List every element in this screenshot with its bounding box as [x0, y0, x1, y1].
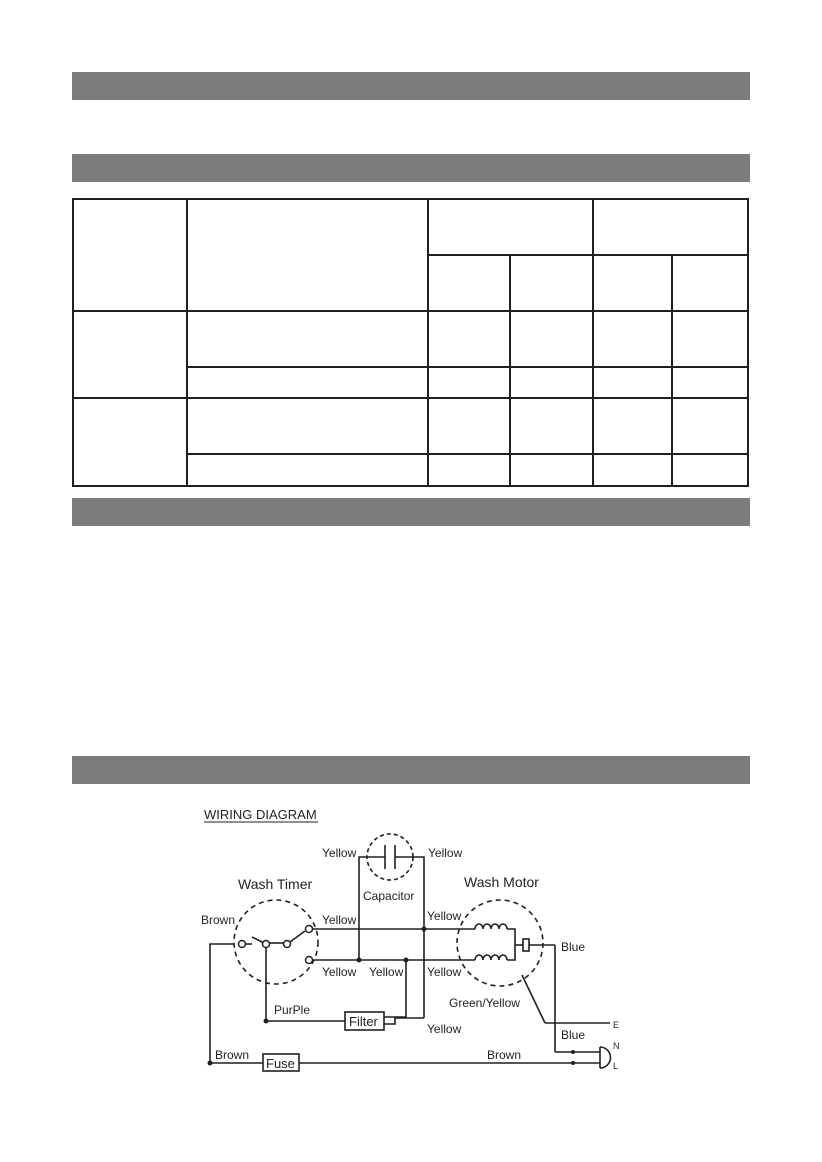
wire-label: Blue [561, 940, 586, 954]
diagram-title: WIRING DIAGRAM [204, 807, 317, 822]
wire-label: Yellow [427, 965, 462, 979]
wire-label: Yellow [322, 846, 357, 860]
wire-label: Brown [487, 1048, 522, 1062]
wire-label: Brown [215, 1048, 250, 1062]
wire-label: PurPle [274, 1003, 311, 1017]
wash-timer-outline [234, 900, 318, 984]
filter-label: Filter [349, 1014, 378, 1029]
wash-motor-outline [457, 900, 543, 986]
wash-timer-label: Wash Timer [238, 876, 313, 892]
wire-label: Yellow [427, 909, 462, 923]
wash-motor-label: Wash Motor [464, 874, 539, 890]
plug-terminal-label: L [613, 1061, 619, 1071]
wire-label: Blue [561, 1028, 586, 1042]
plug-terminal-label: E [613, 1020, 620, 1030]
wire-label: Brown [201, 913, 236, 927]
wire-label: Yellow [322, 913, 357, 927]
wire-label: Yellow [369, 965, 404, 979]
capacitor-label: Capacitor [363, 889, 415, 903]
fuse-label: Fuse [266, 1056, 295, 1071]
wire-label: Green/Yellow [449, 996, 520, 1010]
wire-label: Yellow [322, 965, 357, 979]
wire-label: Yellow [428, 846, 463, 860]
plug-terminal-label: N [613, 1041, 620, 1051]
wire-label: Yellow [427, 1022, 462, 1036]
